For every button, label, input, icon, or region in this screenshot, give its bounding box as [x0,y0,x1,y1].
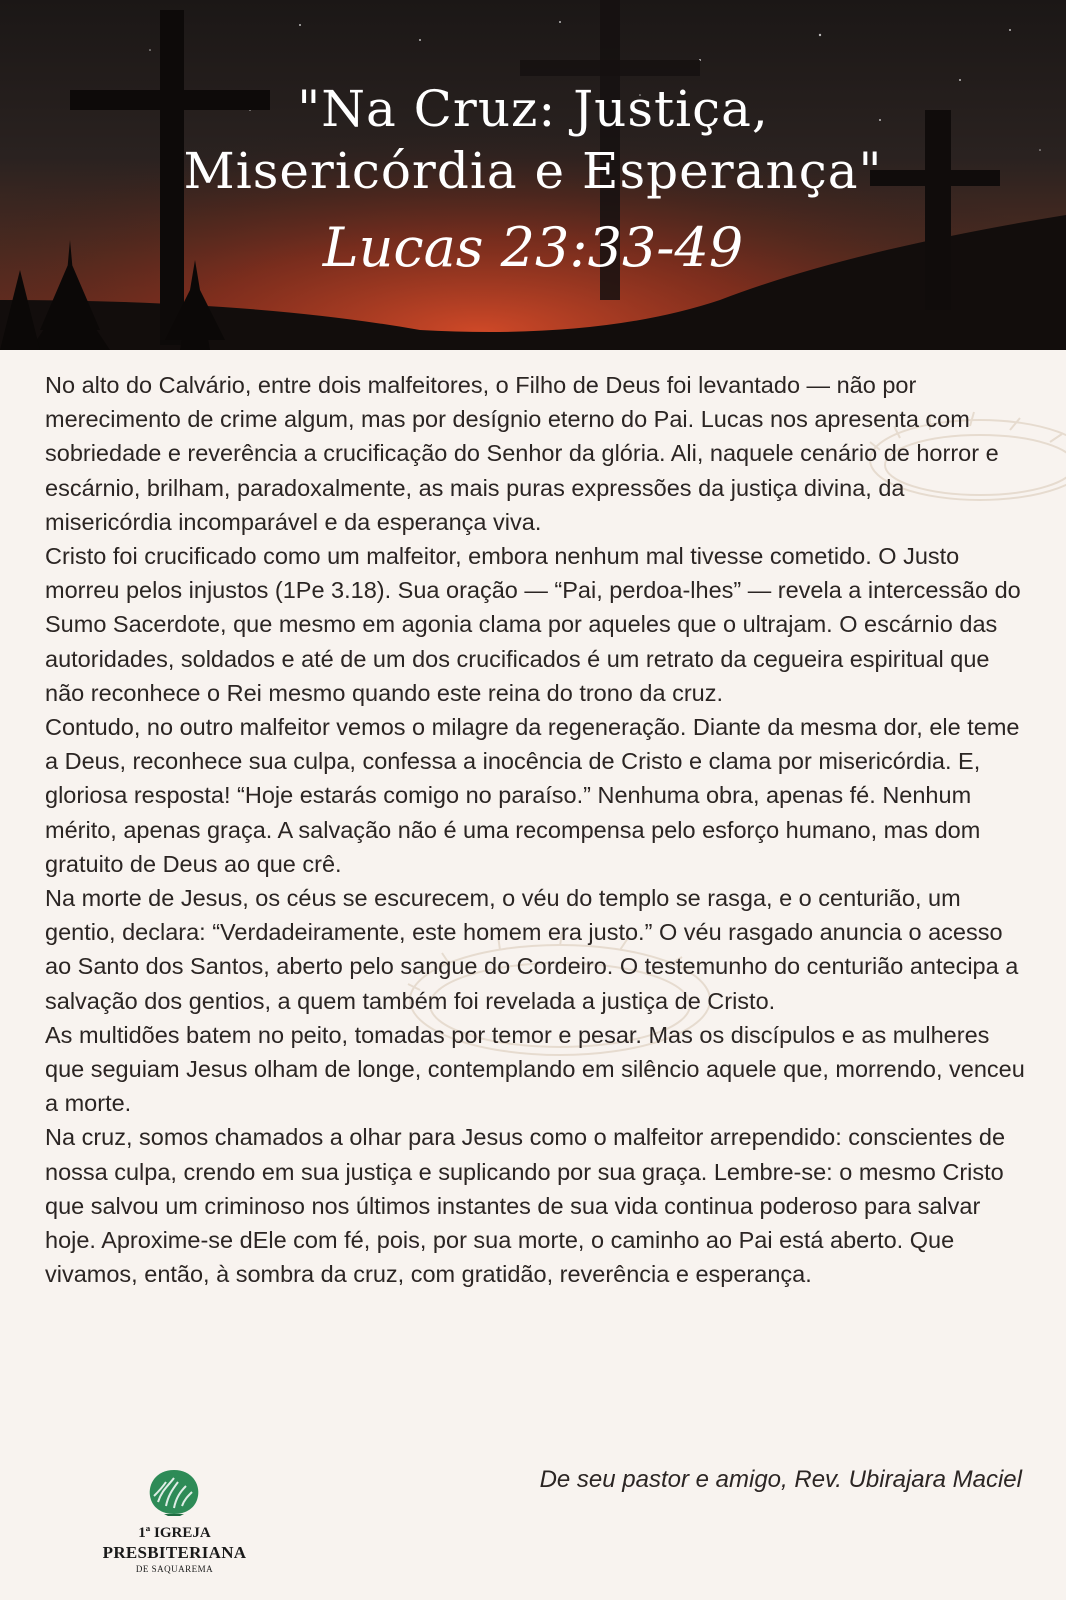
header-banner [0,0,1066,350]
devotional-text [45,368,1035,1291]
logo-text-line-2: PRESBITERIANA [102,1543,247,1562]
title-line-1: "Na Cruz: Justiça, [297,80,769,138]
paragraph: Na cruz, somos chamados a olhar para Jesus como o malfeitor arrependido: conscientes de nossa culpa, crendo em sua justiça e suplicando por sua graça. Lembre-se: o mesmo Cristo que salvou um criminoso nos últimos instantes de sua vida continua poderoso para salvar hoje. Aproxime-se dEle com fé, pois, por sua morte, o caminho ao Pai está aberto. Que vivamos, então, à sombra da cruz, com gratidão, reverência e esperança. [45,1124,1006,1288]
logo-text-line-3: DE SAQUAREMA [135,1564,214,1574]
burning-bush-icon [142,1468,206,1516]
signature: De seu pastor e amigo, Rev. Ubirajara Maciel [539,1466,1022,1493]
logo-text-line-1: 1ª IGREJA [138,1525,211,1541]
title-line-2: Misericórdia e Esperança" [183,142,883,200]
bible-reference: Lucas 23:33-49 [322,216,744,279]
paragraph: Contudo, no outro malfeitor vemos o milagre da regeneração. Diante da mesma dor, ele teme a Deus, reconhece sua culpa, confessa a inocência de Cristo e clama por misericórdia. E, gloriosa resposta! “Hoje estarás comigo no paraíso.” Nenhuma obra, apenas fé. Nenhum mérito, apenas graça. A salvação não é uma recompensa pelo esforço humano, mas dom gratuito de Deus ao que crê. [45,714,1020,877]
paragraph: Cristo foi crucificado como um malfeitor, embora nenhum mal tivesse cometido. O Justo morreu pelos injustos (1Pe 3.18). Sua oração — “Pai, perdoa-lhes” — revela a intercessão do Sumo Sacerdote, que mesmo em agonia clama por aqueles que o ultrajam. O escárnio das autoridades, soldados e até de um dos crucificados é um retrato da cegueira espiritual que não reconhece o Rei mesmo quando este reina do trono da cruz. [45,543,1021,706]
paragraph: Na morte de Jesus, os céus se escurecem, o véu do templo se rasga, e o centurião, um gentio, declara: “Verdadeiramente, este homem era justo.” O véu rasgado anuncia o acesso ao Santo dos Santos, aberto pelo sangue do Cordeiro. O testemunho do centurião antecipa a salvação dos gentios, a quem também foi revelada a justiça de Cristo. [45,885,1019,1014]
paragraph: No alto do Calvário, entre dois malfeitores, o Filho de Deus foi levantado — não por merecimento de crime algum, mas por desígnio eterno do Pai. Lucas nos apresenta com sobriedade e reverência a crucificação do Senhor da glória. Ali, naquele cenário de horror e escárnio, brilham, paradoxalmente, as mais puras expressões da justiça divina, da misericórdia incomparável e da esperança viva. [45,372,999,535]
church-logo [92,1468,252,1588]
paragraph: As multidões batem no peito, tomadas por temor e pesar. Mas os discípulos e as mulheres que seguiam Jesus olham de longe, contemplando em silêncio aquele que, morrendo, venceu a morte. [45,1021,1025,1117]
page-title [0,78,1066,202]
